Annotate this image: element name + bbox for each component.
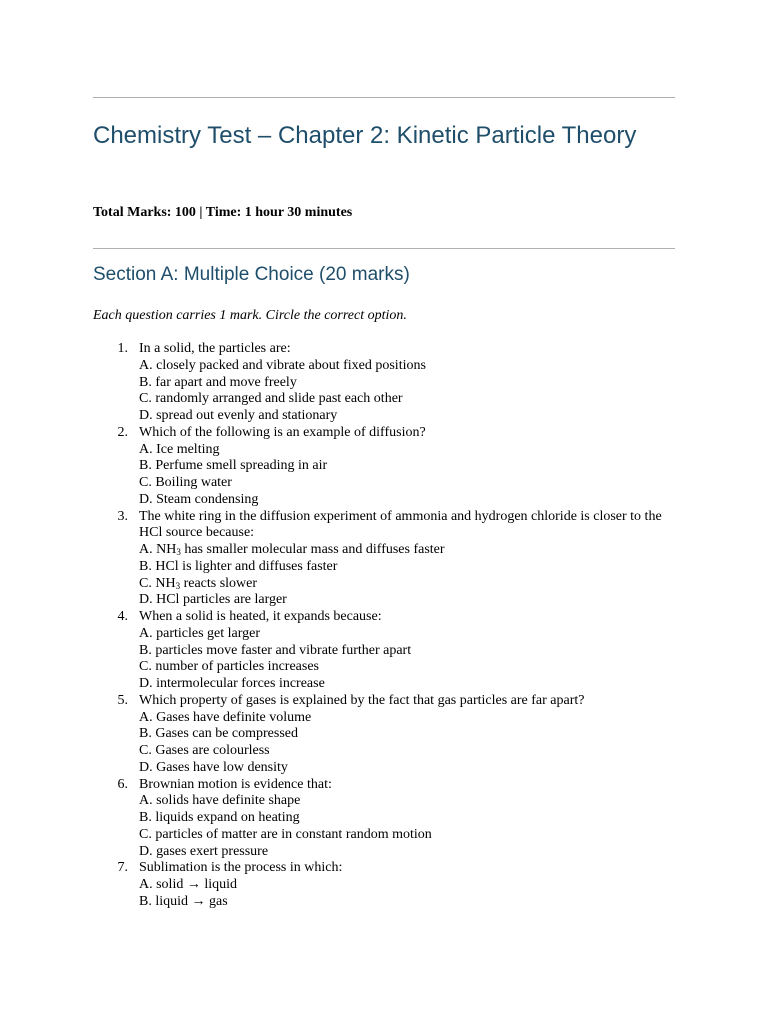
question-text: In a solid, the particles are: [139, 341, 291, 356]
question-text: When a solid is heated, it expands because: [139, 609, 382, 624]
question-item [108, 693, 668, 777]
question-number: 3. [117, 508, 128, 524]
question-item [108, 509, 668, 610]
question-item [108, 609, 668, 693]
question-item [108, 425, 668, 509]
answer-option[interactable]: C. $NH_3$ reacts slower [139, 575, 258, 591]
page-title: Chemistry Test – Chapter 2: Kinetic Particle Theory [93, 122, 637, 149]
question-number: 5. [117, 692, 128, 708]
answer-option[interactable]: A. closely packed and vibrate about fixed positions [139, 357, 426, 373]
answer-option[interactable]: B. HCl is lighter and diffuses faster [139, 558, 338, 574]
question-number: 6. [117, 776, 128, 792]
answer-option[interactable]: D. intermolecular forces increase [139, 676, 325, 691]
answer-option[interactable]: C. number of particles increases [139, 659, 319, 675]
question-text: Sublimation is the process in which: [139, 860, 343, 876]
answer-option[interactable]: A. Ice melting [139, 441, 220, 457]
answer-option[interactable]: B. liquid → gas [139, 893, 228, 909]
question-number: 4. [117, 609, 128, 624]
answer-option[interactable]: C. Gases are colourless [139, 743, 270, 758]
answer-option[interactable]: A. $NH_3$ has smaller molecular mass and diffuses faster [139, 542, 445, 557]
answer-option[interactable]: B. far apart and move freely [139, 374, 297, 390]
question-text: Brownian motion is evidence that: [139, 776, 332, 792]
test-meta: Total Marks: 100 | Time: 1 hour 30 minutes [93, 205, 353, 220]
section-divider [93, 248, 675, 249]
answer-option[interactable]: D. Gases have low density [139, 759, 288, 775]
question-number: 1. [117, 341, 128, 356]
section-title: Section A: Multiple Choice (20 marks) [93, 264, 410, 285]
answer-option[interactable]: C. particles of matter are in constant random motion [139, 826, 432, 842]
question-number: 2. [117, 424, 128, 440]
answer-option[interactable]: A. solids have definite shape [139, 793, 301, 809]
answer-option[interactable]: D. spread out evenly and stationary [139, 408, 338, 423]
answer-option[interactable]: D. Steam condensing [139, 491, 259, 507]
answer-option[interactable]: A. Gases have definite volume [139, 709, 312, 725]
question-item [108, 777, 668, 861]
section-instruction: Each question carries 1 mark. Circle the correct option. [93, 308, 407, 323]
answer-option[interactable]: A. particles get larger [139, 625, 261, 641]
question-text: Which of the following is an example of diffusion? [139, 424, 426, 440]
question-text: The white ring in the diffusion experiment of ammonia and hydrogen chloride is closer to the HCl source because: [139, 508, 662, 541]
question-item [108, 860, 668, 910]
question-list [108, 341, 668, 911]
question-item [108, 341, 668, 425]
answer-option[interactable]: B. particles move faster and vibrate further apart [139, 642, 412, 658]
answer-option[interactable]: B. liquids expand on heating [139, 810, 300, 825]
answer-option[interactable]: D. gases exert pressure [139, 843, 269, 859]
answer-option[interactable]: C. randomly arranged and slide past each other [139, 391, 403, 407]
top-divider [93, 97, 675, 98]
question-number: 7. [117, 860, 128, 876]
answer-option[interactable]: B. Perfume smell spreading in air [139, 458, 328, 474]
answer-option[interactable]: B. Gases can be compressed [139, 726, 299, 742]
question-text: Which property of gases is explained by the fact that gas particles are far apart? [139, 692, 585, 708]
answer-option[interactable]: D. HCl particles are larger [139, 592, 287, 608]
answer-option[interactable]: C. Boiling water [139, 475, 232, 490]
answer-option[interactable]: A. solid → liquid [139, 877, 238, 892]
